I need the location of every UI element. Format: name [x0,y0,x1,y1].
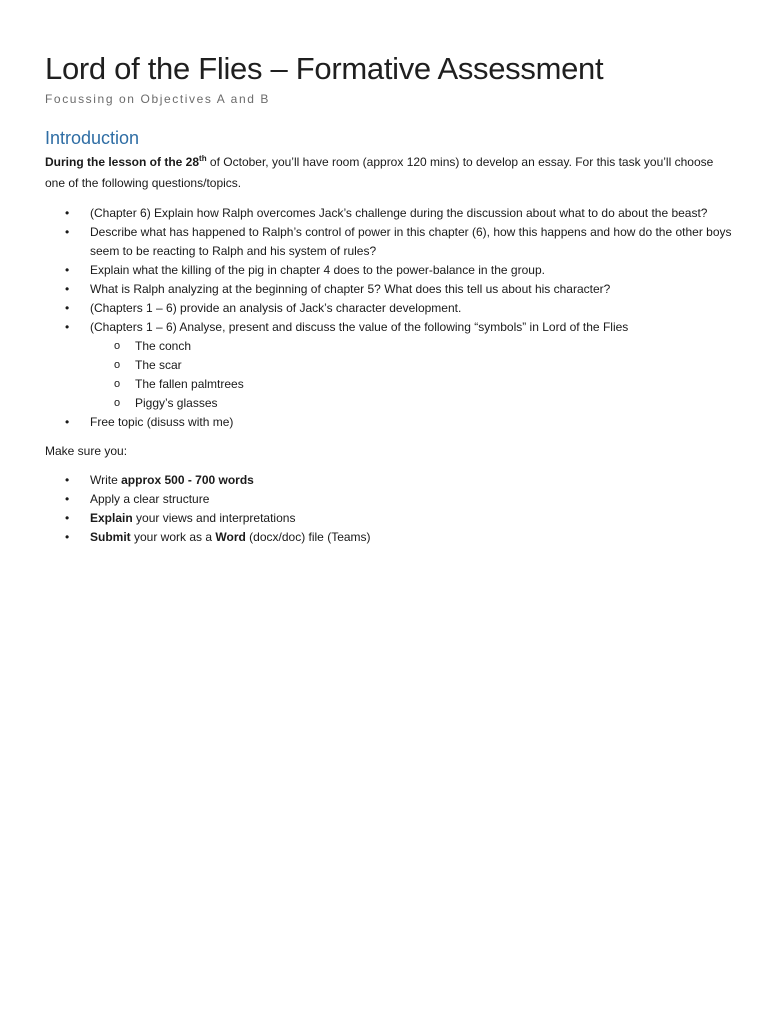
question-item [45,318,735,413]
requirement-text: Write [90,473,122,487]
question-text: (Chapters 1 – 6) Analyse, present and discuss the value of the following “symbols” in Lord of the Flies [90,320,629,334]
symbol-item [90,337,735,356]
bullet-icon: • [65,225,70,239]
question-item [45,204,735,223]
bullet-icon: • [65,320,70,334]
intro-paragraph [45,152,735,194]
question-text: Free topic (disuss with me) [90,415,234,429]
question-item [45,299,735,318]
question-item [45,261,735,280]
bullet-icon: • [65,415,70,429]
intro-lesson-suffix: of October, you’ll have room (approx 120 mins) to develop an essay. For this task you’ll choose one of the following questions/topics. [45,155,714,190]
question-text: (Chapters 1 – 6) provide an analysis of Jack’s character development. [90,301,462,315]
symbol-item [90,356,735,375]
requirement-text: Apply a clear structure [90,492,210,506]
document-title: Lord of the Flies – Formative Assessment [45,51,604,86]
intro-lesson-sup: th [199,154,207,163]
introduction-heading: Introduction [45,128,140,148]
question-item [45,413,735,432]
question-text: (Chapter 6) Explain how Ralph overcomes Jack’s challenge during the discussion about what to do about the beast? [90,206,708,220]
requirement-item [45,490,735,509]
symbol-text: Piggy’s glasses [135,396,218,410]
question-item [45,223,735,261]
circle-bullet-icon: o [114,378,121,390]
document-page [45,48,735,547]
bullet-icon: • [65,511,70,525]
symbol-text: The scar [135,358,182,372]
make-sure-label: Make sure you: [45,444,128,458]
requirement-emphasis: Word [215,530,246,544]
circle-bullet-icon: o [114,340,121,352]
bullet-icon: • [65,492,70,506]
requirement-item [45,471,735,490]
question-text: Describe what has happened to Ralph’s control of power in this chapter (6), how this happens and how do the other boys seem to be reacting to Ralph and his system of rules? [90,225,732,258]
circle-bullet-icon: o [114,397,121,409]
bullet-icon: • [65,263,70,277]
question-item [45,280,735,299]
requirement-item [45,509,735,528]
document-subtitle: Focussing on Objectives A and B [45,92,271,106]
bullet-icon: • [65,206,70,220]
question-list [45,204,735,432]
requirement-text: your work as a [130,530,216,544]
intro-lesson-prefix: During the lesson of the 28 [45,155,200,169]
bullet-icon: • [65,530,70,544]
requirement-text: (docx/doc) file (Teams) [245,530,371,544]
requirement-emphasis: Explain [90,511,133,525]
symbol-item [90,394,735,413]
bullet-icon: • [65,301,70,315]
bullet-icon: • [65,473,70,487]
symbol-text: The fallen palmtrees [135,377,244,391]
circle-bullet-icon: o [114,359,121,371]
symbol-item [90,375,735,394]
requirement-emphasis: approx 500 - 700 words [121,473,254,487]
question-text: What is Ralph analyzing at the beginning of chapter 5? What does this tell us about his character? [90,282,611,296]
requirement-emphasis: Submit [90,530,131,544]
symbol-list [90,337,735,413]
requirement-item [45,528,735,547]
question-text: Explain what the killing of the pig in chapter 4 does to the power-balance in the group. [90,263,545,277]
bullet-icon: • [65,282,70,296]
symbol-text: The conch [135,339,192,353]
requirements-list [45,471,735,547]
requirement-text: your views and interpretations [132,511,296,525]
